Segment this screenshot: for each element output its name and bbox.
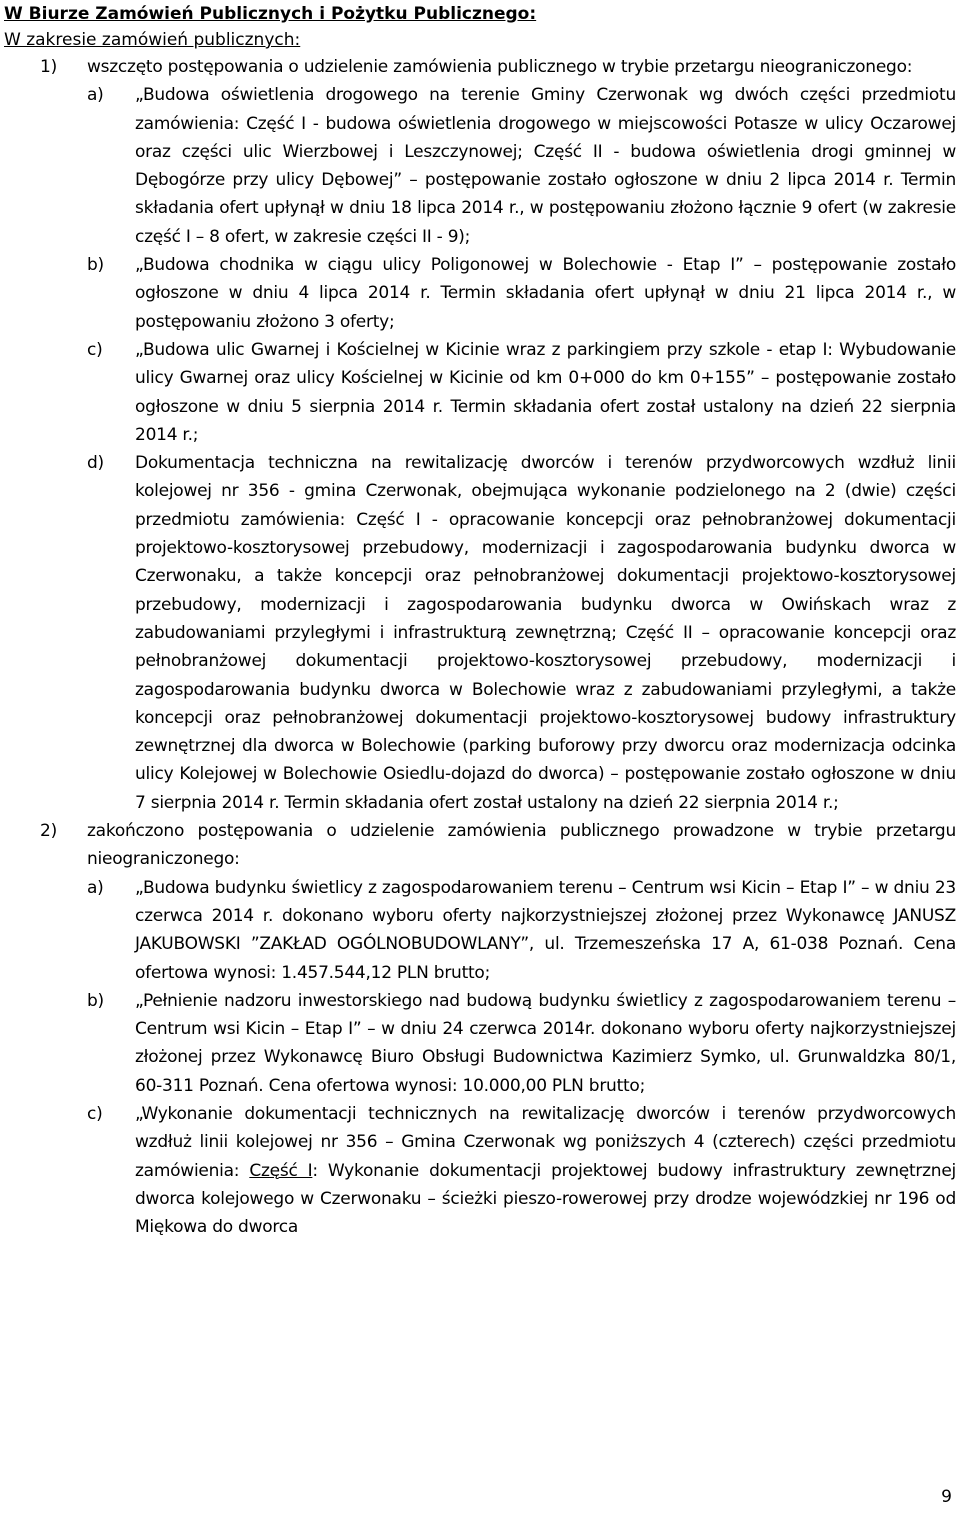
list-item-1c: [4, 336, 956, 449]
list-item-2c: [4, 1100, 956, 1241]
list-item-text-after: : Wykonanie dokumentacji projektowej budowy infrastruktury zewnętrznej dworca kolejowego w Czerwonaku – ścieżki pieszo-rowerowej przy drodze wojewódzkiej nr 196 od Miękowa do dworca: [135, 1160, 957, 1238]
list-marker: c): [87, 1103, 103, 1124]
list-item-text: „Budowa chodnika w ciągu ulicy Poligonowej w Bolechowie - Etap I” – postępowanie zostało ogłoszone w dniu 4 lipca 2014 r. Termin składania ofert upłynął w dniu 21 lipca 2014 r., w postępowaniu złożono 3 oferty;: [135, 255, 956, 332]
list-item-2: [4, 817, 956, 874]
list-item-2a: [4, 874, 956, 987]
list-item-text: „Budowa oświetlenia drogowego na terenie Gminy Czerwonak wg dwóch części przedmiotu zamówienia: Część I - budowa oświetlenia drogowego w miejscowości Potasze w ulicy Oczarowej oraz części ulic Wierzbowej i Leszczynowej; Część II - budowa oświetlenia drogi gminnej w Dębogórze przy ulicy Dębowej” – postępowanie zostało ogłoszone w dniu 2 lipca 2014 r. Termin składania ofert upłynął w dniu 18 lipca 2014 r., w postępowaniu złożono łącznie 9 ofert (w zakresie część I – 8 ofert, w zakresie części II - 9);: [135, 85, 956, 247]
page-number: 9: [941, 1487, 952, 1507]
list-item-1d: [4, 449, 956, 817]
subsection-heading: W zakresie zamówień publicznych:: [4, 30, 301, 50]
document-page: [4, 0, 956, 1241]
list-item-text: „Budowa budynku świetlicy z zagospodarowaniem terenu – Centrum wsi Kicin – Etap I” – w dniu 23 czerwca 2014 r. dokonano wyboru oferty najkorzystniejszej złożonej przez Wykonawcę JANUSZ JAKUBOWSKI ”ZAKŁAD OGÓLNOBUDOWLANY”, ul. Trzemeszeńska 17 A, 61-038 Poznań. Cena ofertowa wynosi: 1.457.544,12 PLN brutto;: [135, 877, 956, 983]
list-marker: d): [87, 453, 104, 474]
list-marker: 1): [40, 57, 57, 77]
underlined-part-label: Część I: [249, 1160, 313, 1181]
list-marker: b): [87, 255, 104, 276]
list-item-1a: [4, 81, 956, 251]
list-marker: a): [87, 877, 104, 898]
list-item-text: wszczęto postępowania o udzielenie zamówienia publicznego w trybie przetargu nieograniczonego:: [87, 57, 913, 77]
list-item-text: Dokumentacja techniczna na rewitalizację dworców i terenów przydworcowych wzdłuż linii kolejowej nr 356 - gmina Czerwonak, obejmująca wykonanie podzielonego na 2 (dwie) części przedmiotu zamówienia: Część I - opracowanie koncepcji oraz pełnobranżowej dokumentacji projektowo-kosztorysowej przebudowy, modernizacji i zagospodarowania budynku dworca w Czerwonaku, a także koncepcji oraz pełnobranżowej dokumentacji projektowo-kosztorysowej przebudowy, modernizacji i zagospodarowania budynku dworca w Owińskach wraz z zabudowaniami przyległymi i infrastrukturą zewnętrzną; Część II – opracowanie koncepcji oraz pełnobranżowej dokumentacji projektowo-kosztorysowej przebudowy, modernizacji i zagospodarowania budynku dworca w Bolechowie wraz z zabudowaniami przyległymi, a także koncepcji oraz pełnobranżowej dokumentacji projektowo-kosztorysowej budowy infrastruktury zewnętrznej dla dworca w Bolechowie (parking buforowy przy dworcu oraz modernizacja odcinka ulicy Kolejowej w Bolechowie Osiedlu-dojazd do dworca) – postępowanie zostało ogłoszone w dniu 7 sierpnia 2014 r. Termin składania ofert został ustalony na dzień 22 sierpnia 2014 r.;: [135, 453, 956, 813]
list-item-2b: [4, 987, 956, 1100]
section-heading: W Biurze Zamówień Publicznych i Pożytku Publicznego:: [4, 4, 537, 24]
list-marker: b): [87, 990, 104, 1011]
list-item-1b: [4, 251, 956, 336]
list-marker: c): [87, 339, 103, 360]
list-item-text: „Pełnienie nadzoru inwestorskiego nad budową budynku świetlicy z zagospodarowaniem terenu – Centrum wsi Kicin – Etap I” – w dniu 24 czerwca 2014r. dokonano wyboru oferty najkorzystniejszej złożonej przez Wykonawcę Biuro Obsługi Budownictwa Kazimierz Symko, ul. Grunwaldzka 80/1, 60-311 Poznań. Cena ofertowa wynosi: 10.000,00 PLN brutto;: [135, 990, 956, 1096]
list-marker: a): [87, 85, 104, 106]
list-item-text: „Budowa ulic Gwarnej i Kościelnej w Kicinie wraz z parkingiem przy szkole - etap I: Wybudowanie ulicy Gwarnej oraz ulicy Kościelnej w Kicinie od km 0+000 do km 0+155” – postępowanie zostało ogłoszone w dniu 5 sierpnia 2014 r. Termin składania ofert został ustalony na dzień 22 sierpnia 2014 r.;: [135, 339, 956, 445]
list-item-text: zakończono postępowania o udzielenie zamówienia publicznego prowadzone w trybie przetargu nieograniczonego:: [87, 821, 956, 870]
list-item-1: [4, 53, 956, 81]
list-marker: 2): [40, 821, 57, 842]
list-item-text-before: „Wykonanie dokumentacji technicznych na rewitalizację dworców i terenów przydworcowych wzdłuż linii kolejowej nr 356 – Gmina Czerwonak wg poniższych 4 (czterech) części przedmiotu zamówienia:: [135, 1103, 956, 1181]
